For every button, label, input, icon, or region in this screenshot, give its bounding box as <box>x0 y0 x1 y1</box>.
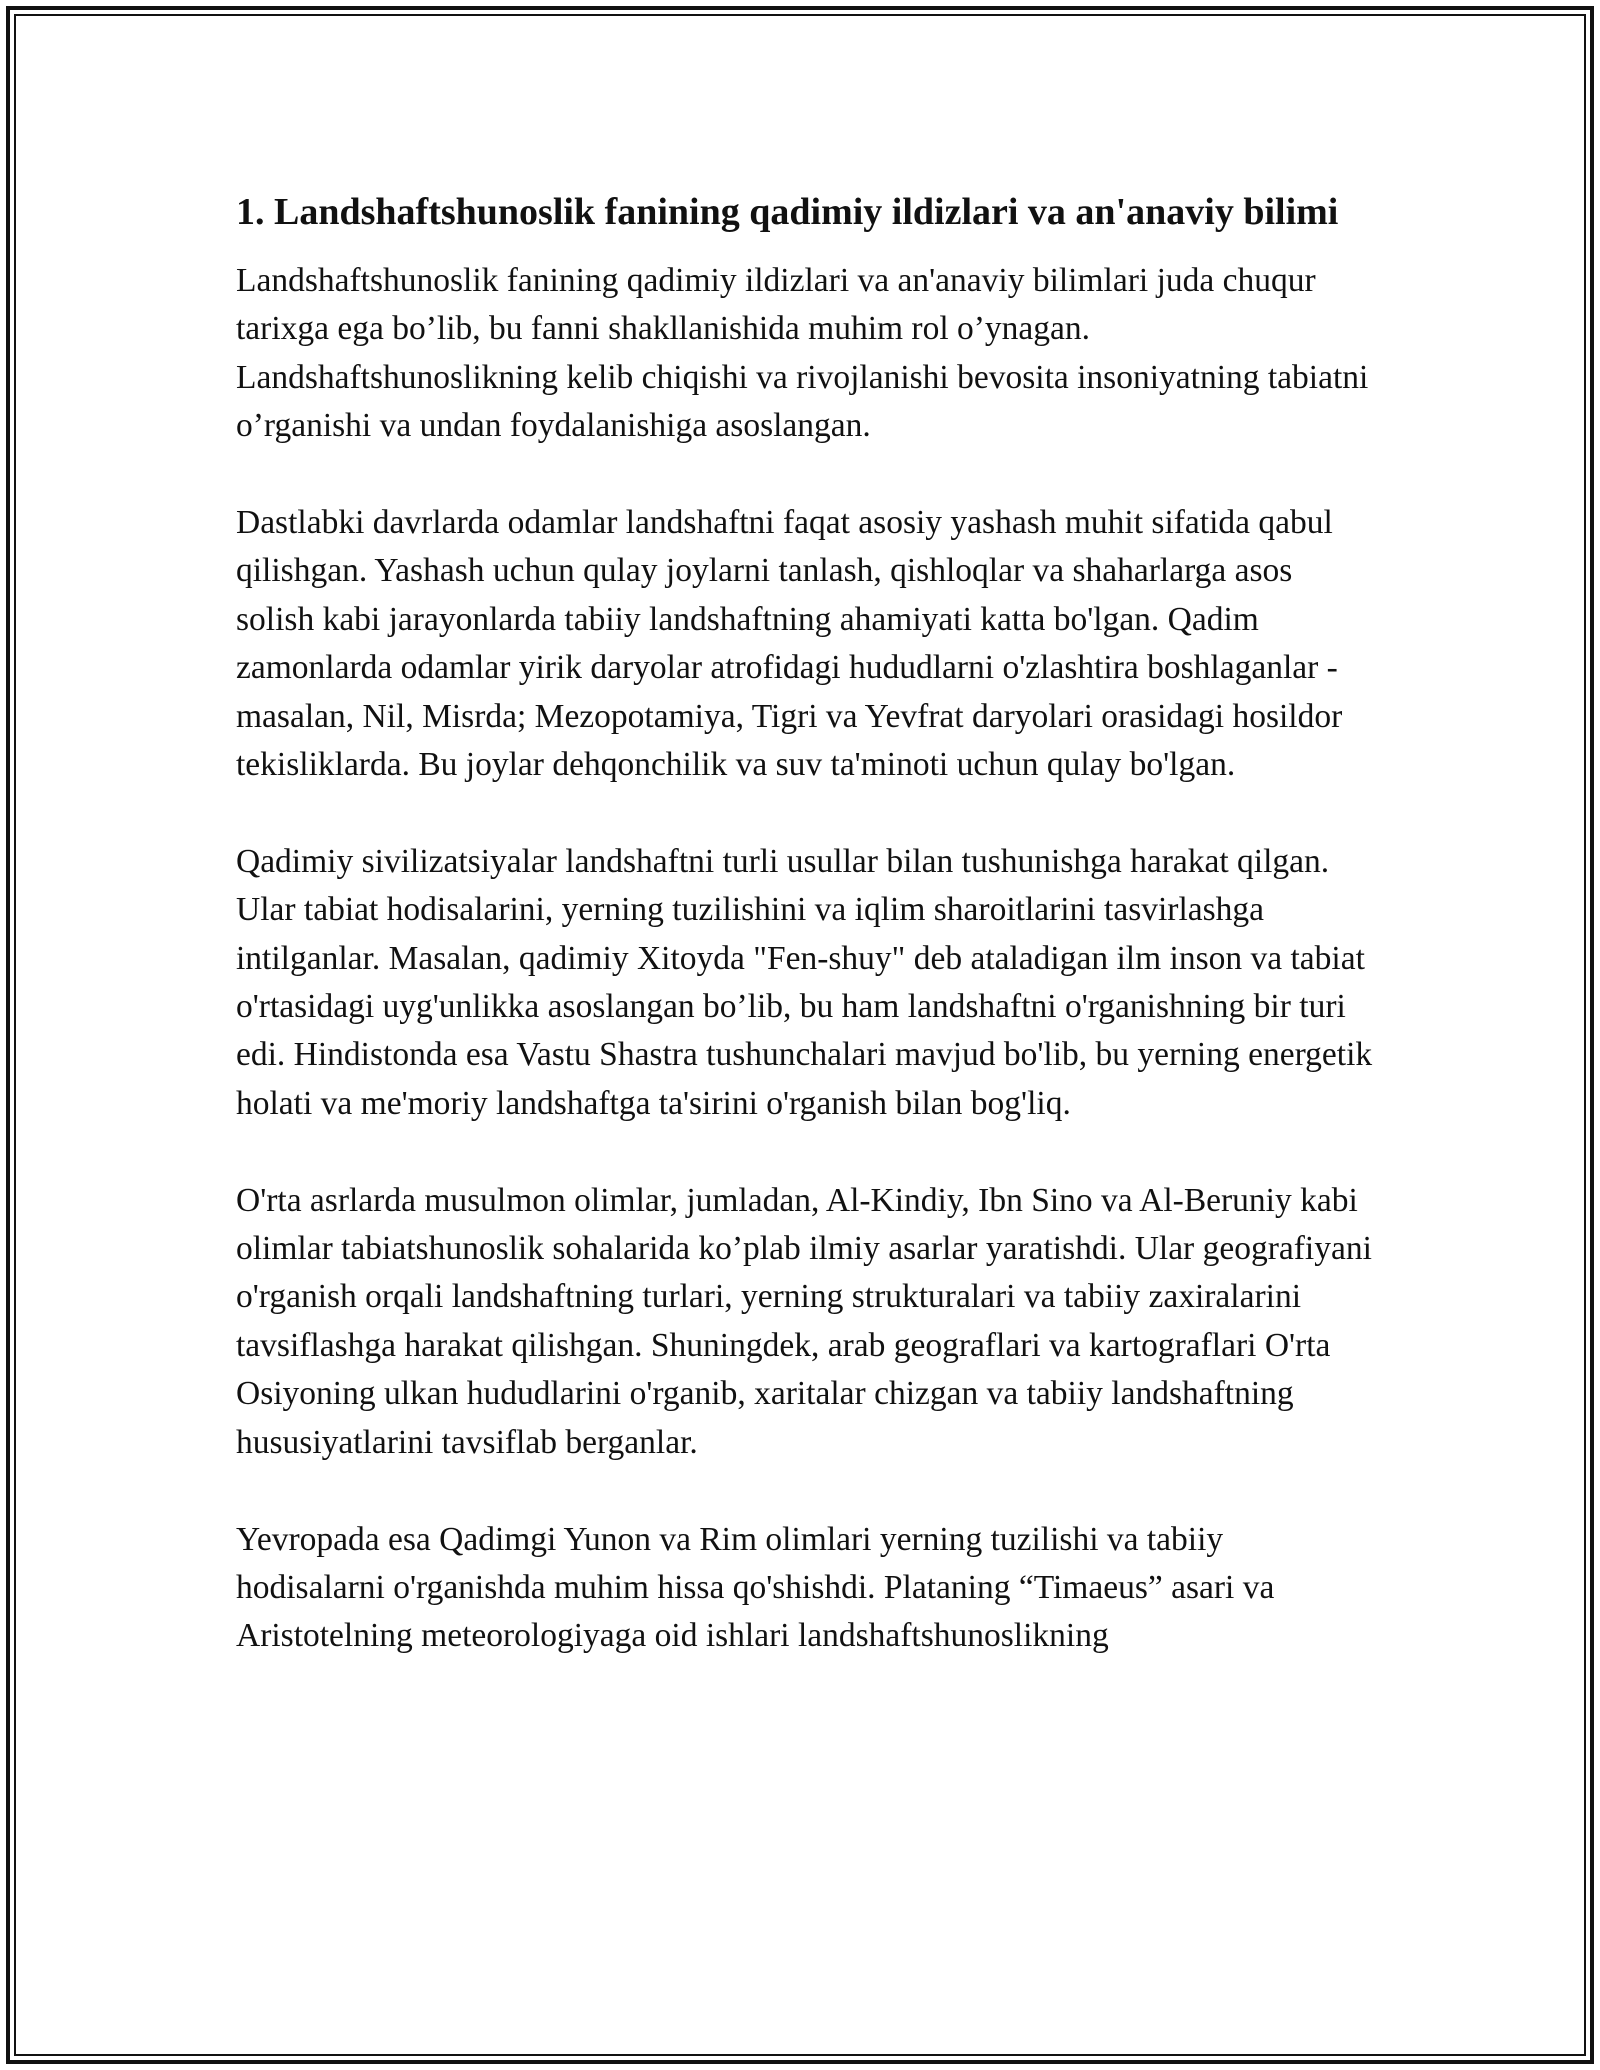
paragraph-5: Yevropada esa Qadimgi Yunon va Rim olimlari yerning tuzilishi va tabiiy hodisalarni o'rganishda muhim hissa qo'shishdi. Plataning “Timaeus” asari va Aristotelning meteorologiyaga oid ishlari landshaftshunoslikning <box>236 1520 1275 1655</box>
paragraph-3: Qadimiy sivilizatsiyalar landshaftni turli usullar bilan tushunishga harakat qilgan. Ular tabiat hodisalarini, yerning tuzilishini va iqlim sharoitlarini tasvirlashga intilganlar. Masalan, qadimiy Xitoyda "Fen-shuy" deb ataladigan ilm inson va tabiat o'rtasidagi uyg'unlikka asoslangan bo’lib, bu ham landshaftni o'rganishning bir turi edi. Hindistonda esa Vastu Shastra tushunchalari mavjud bo'lib, bu yerning energetik holati va me'moriy landshaftga ta'sirini o'rganish bilan bog'liq. <box>236 842 1373 1122</box>
document-body <box>236 186 1376 1661</box>
section-heading: 1. Landshaftshunoslik fanining qadimiy ildizlari va an'anaviy bilimi <box>236 191 1339 233</box>
paragraph-1: Landshaftshunoslik fanining qadimiy ildizlari va an'anaviy bilimlari juda chuqur tarixga ega bo’lib, bu fanni shakllanishida muhim rol o’ynagan. Landshaftshunoslikning kelib chiqishi va rivojlanishi bevosita insoniyatning tabiatni o’rganishi va undan foydalanishiga asoslangan. <box>236 262 1369 445</box>
paragraph-4: O'rta asrlarda musulmon olimlar, jumladan, Al-Kindiy, Ibn Sino va Al-Beruniy kabi olimlar tabiatshunoslik sohalarida ko’plab ilmiy asarlar yaratishdi. Ular geografiyani o'rganish orqali landshaftning turlari, yerning strukturalari va tabiiy zaxiralarini tavsiflashga harakat qilishgan. Shuningdek, arab geograflari va kartograflari O'rta Osiyoning ulkan hududlarini o'rganib, xaritalar chizgan va tabiiy landshaftning hususiyatlarini tavsiflab berganlar. <box>236 1181 1372 1461</box>
paragraph-2: Dastlabki davrlarda odamlar landshaftni faqat asosiy yashash muhit sifatida qabul qilishgan. Yashash uchun qulay joylarni tanlash, qishloqlar va shaharlarga asos solish kabi jarayonlarda tabiiy landshaftning ahamiyati katta bo'lgan. Qadim zamonlarda odamlar yirik daryolar atrofidagi hududlarni o'zlashtira boshlaganlar - masalan, Nil, Misrda; Mezopotamiya, Tigri va Yevfrat daryolari orasidagi hosildor tekisliklarda. Bu joylar dehqonchilik va suv ta'minoti uchun qulay bo'lgan. <box>236 504 1343 784</box>
